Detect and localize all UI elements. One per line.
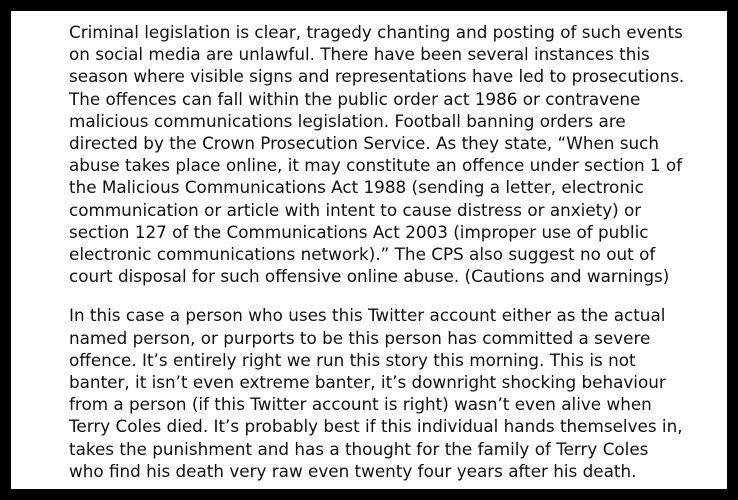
text-line: on social media are unlawful. There have been several instances this	[69, 44, 650, 65]
text-line: season where visible signs and representations have led to prosecutions.	[69, 66, 685, 87]
document-frame	[11, 11, 727, 489]
text-line: from a person (if this Twitter account is right) wasn’t even alive when	[69, 394, 652, 415]
text-line: electronic communications network).” The CPS also suggest no out of	[69, 244, 656, 265]
text-line: In this case a person who uses this Twitter account either as the actual	[69, 305, 666, 326]
text-line: banter, it isn’t even extreme banter, it’s downright shocking behaviour	[69, 372, 666, 393]
text-line: directed by the Crown Prosecution Service. As they state, “When such	[69, 133, 660, 154]
text-line: malicious communications legislation. Football banning orders are	[69, 110, 626, 131]
text-line: communication or article with intent to cause distress or anxiety) or	[69, 199, 642, 220]
text-line: Terry Coles died. It’s probably best if this individual hands themselves in,	[69, 416, 683, 437]
paragraph-legislation	[69, 21, 687, 287]
text-line: section 127 of the Communications Act 2003 (improper use of public	[69, 221, 649, 242]
text-line: abuse takes place online, it may constitute an offence under section 1 of	[69, 155, 683, 176]
text-line: The offences can fall within the public order act 1986 or contravene	[69, 88, 641, 109]
text-line: takes the punishment and has a thought for the family of Terry Coles	[69, 438, 649, 459]
paragraph-twitter-case	[69, 304, 687, 482]
text-line: offence. It’s entirely right we run this story this morning. This is not	[69, 349, 636, 370]
text-line: named person, or purports to be this person has committed a severe	[69, 327, 651, 348]
text-line: Criminal legislation is clear, tragedy chanting and posting of such events	[69, 22, 683, 42]
text-line: court disposal for such offensive online abuse. (Cautions and warnings)	[69, 266, 670, 287]
text-line: who find his death very raw even twenty four years after his death.	[69, 460, 637, 481]
text-line: the Malicious Communications Act 1988 (sending a letter, electronic	[69, 177, 644, 198]
